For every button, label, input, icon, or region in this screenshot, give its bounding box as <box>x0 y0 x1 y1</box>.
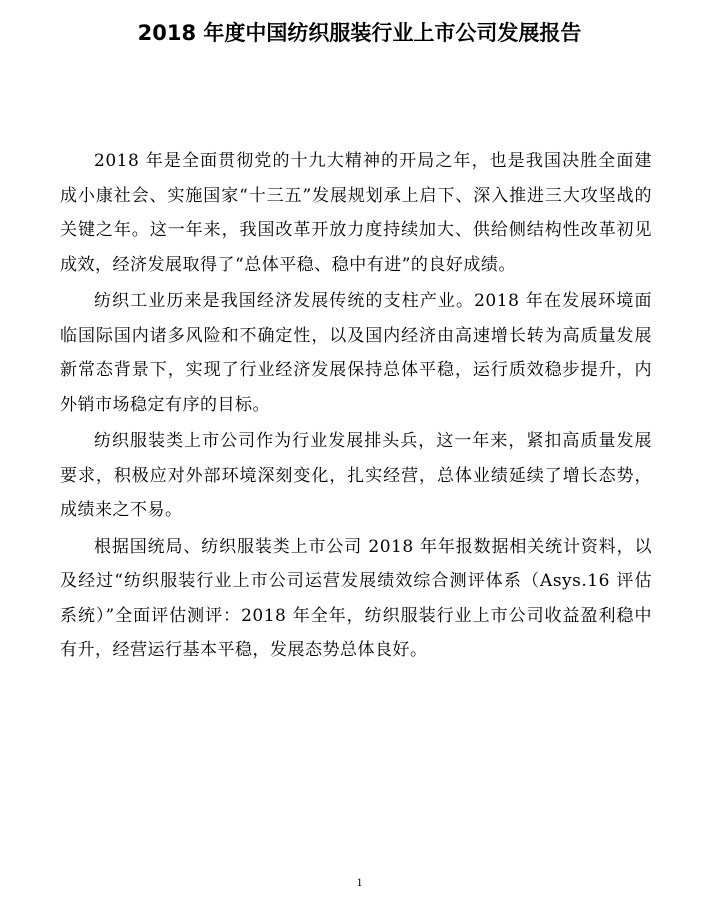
paragraph-4: 根据国统局、纺织服装类上市公司 2018 年年报数据相关统计资料，以及经过“纺织服装行业上市公司运营发展绩效综合测评体系（Asys.16 评估系统）”全面评估测评：2018 年全年，纺织服装行业上市公司收益盈利稳中有升，经营运行基本平稳，发展态势总体良好。 <box>60 536 652 660</box>
paragraph-2: 纺织工业历来是我国经济发展传统的支柱产业。2018 年在发展环境面临国际国内诸多风险和不确定性，以及国内经济由高速增长转为高质量发展新常态背景下，实现了行业经济发展保持总体平稳，运行质效稳步提升，内外销市场稳定有序的目标。 <box>60 291 652 415</box>
paragraph-3: 纺织服装类上市公司作为行业发展排头兵，这一年来，紧扣高质量发展要求，积极应对外部环境深刻变化，扎实经营，总体业绩延续了增长态势，成绩来之不易。 <box>60 431 652 520</box>
document-title: 2018 年度中国纺织服装行业上市公司发展报告 <box>137 21 582 45</box>
document-body <box>60 144 652 670</box>
paragraph-1: 2018 年是全面贯彻党的十九大精神的开局之年，也是我国决胜全面建成小康社会、实施国家“十三五”发展规划承上启下、深入推进三大攻坚战的关键之年。这一年来，我国改革开放力度持续加大、供给侧结构性改革初见成效，经济发展取得了“总体平稳、稳中有进”的良好成绩。 <box>60 151 652 275</box>
page-number: 1 <box>356 875 363 889</box>
